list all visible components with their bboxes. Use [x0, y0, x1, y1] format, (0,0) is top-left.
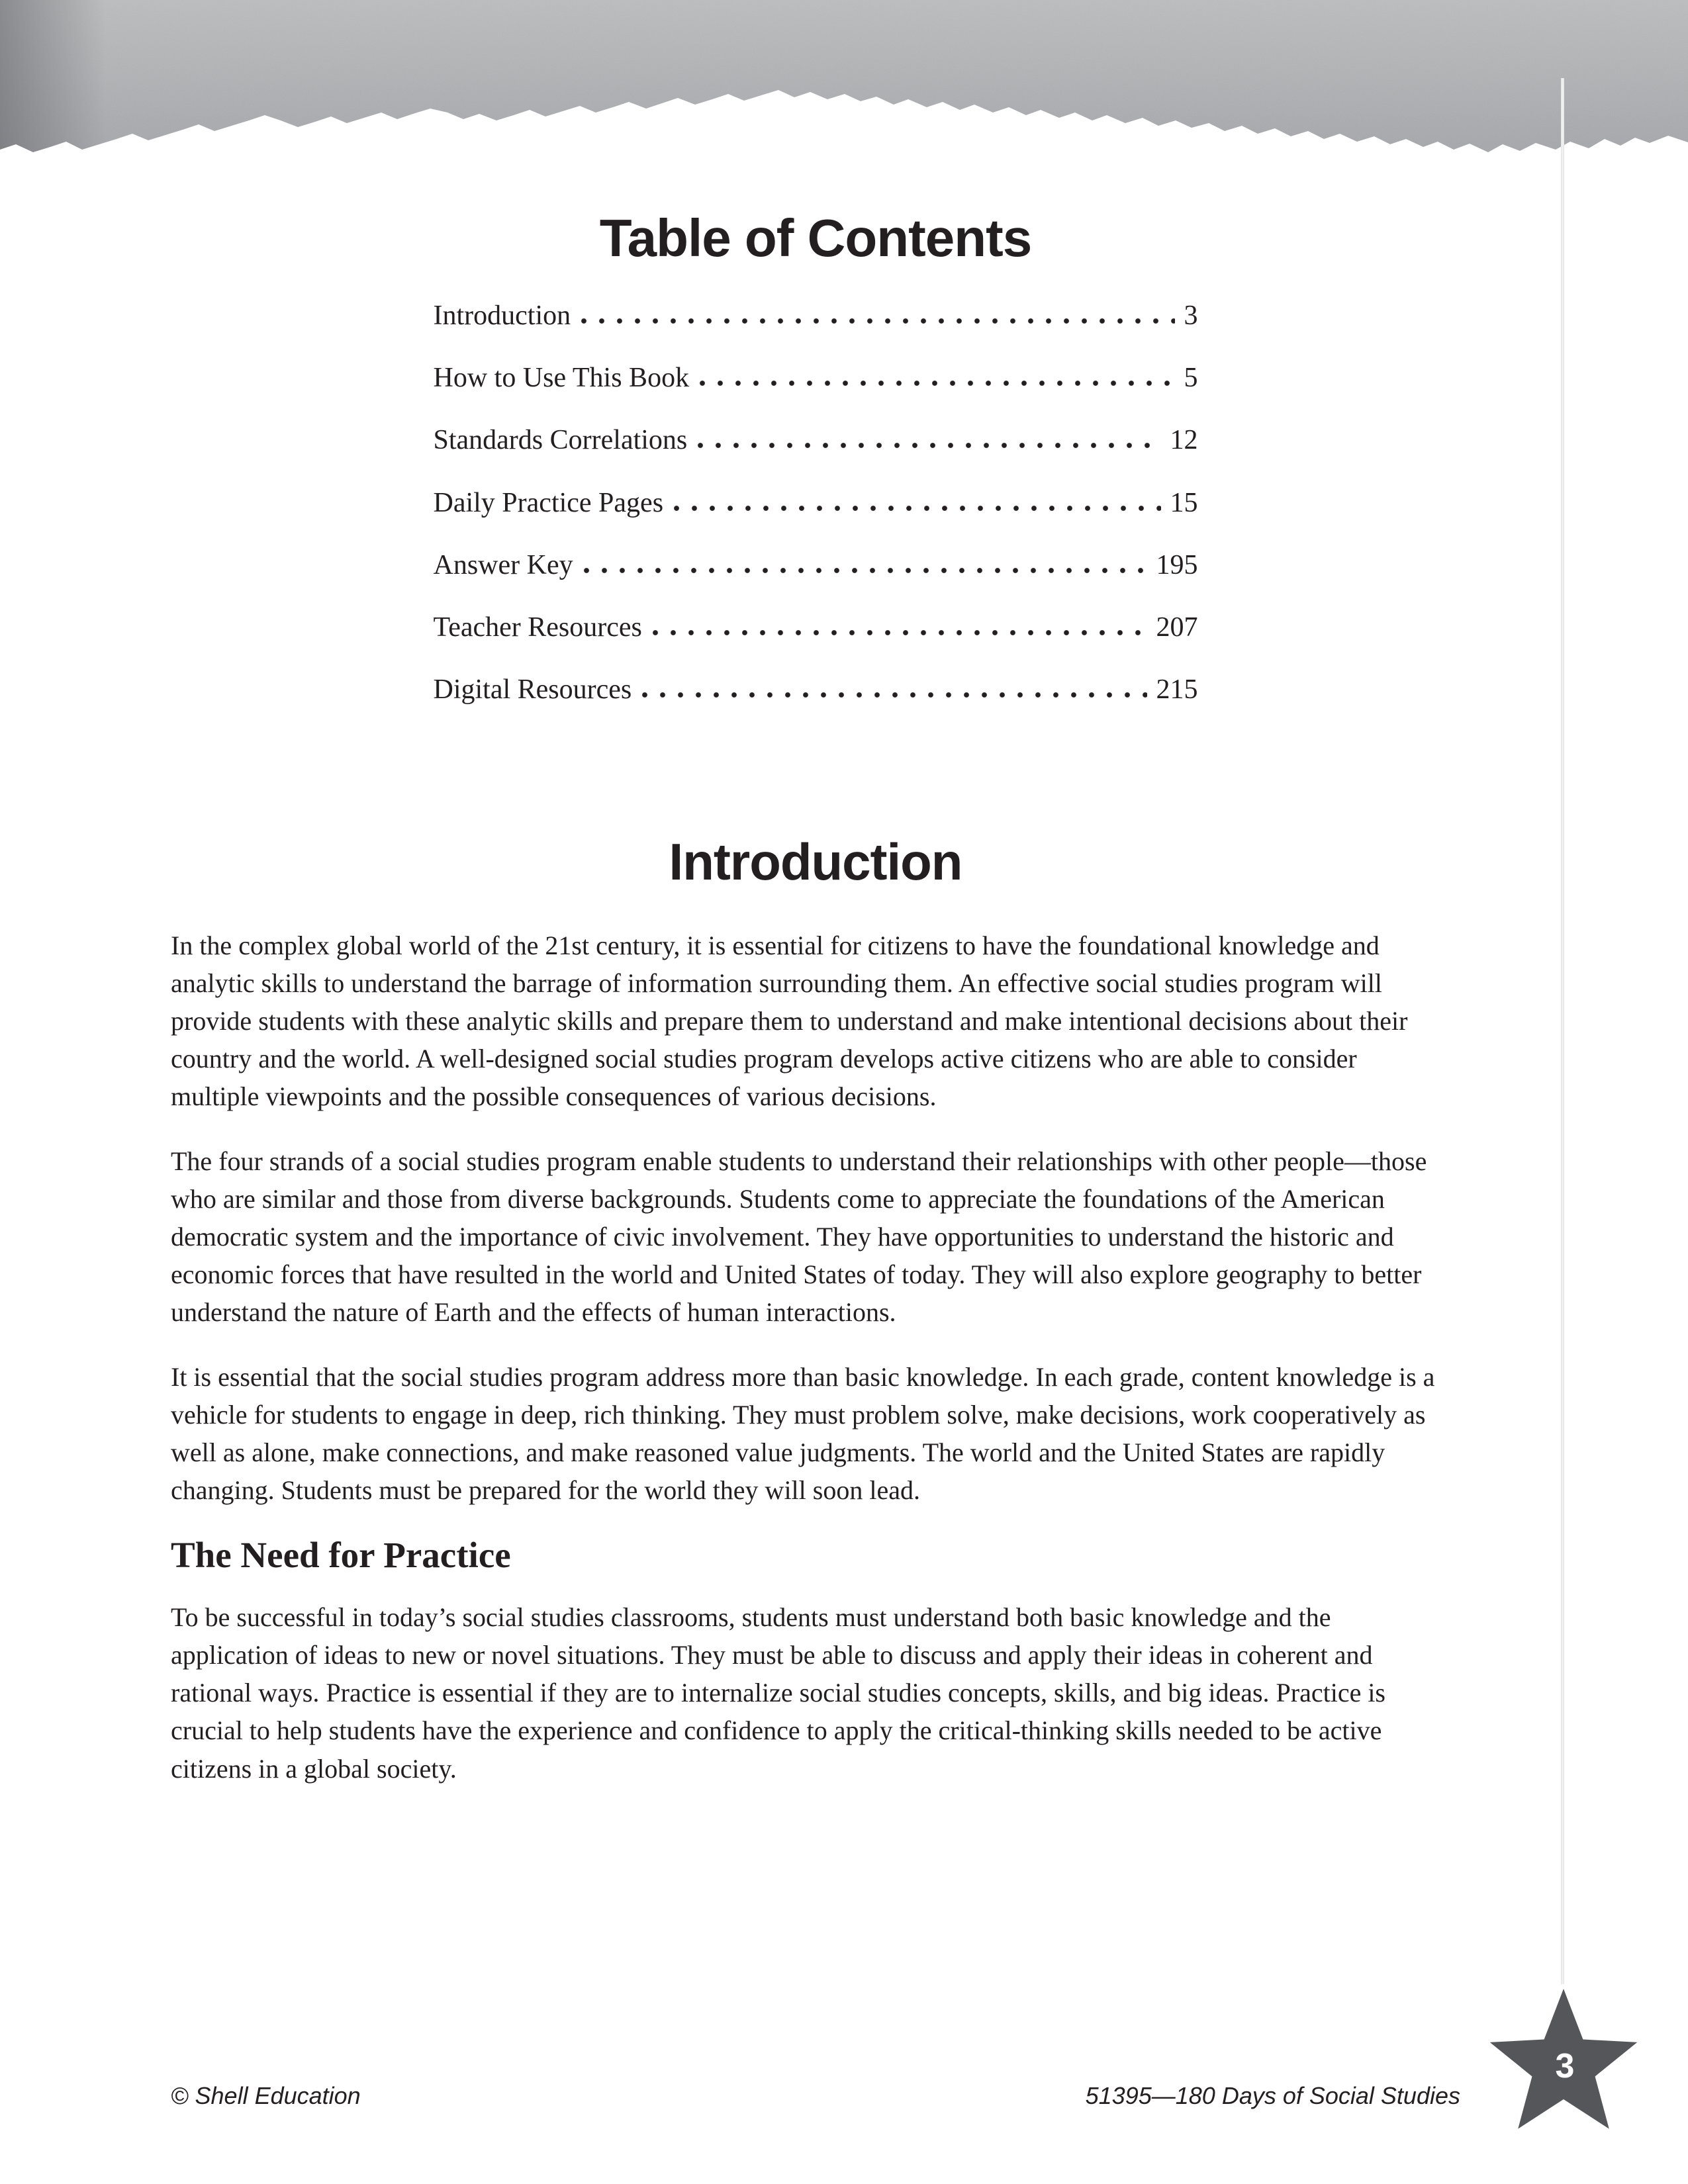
toc-entry [434, 550, 1198, 580]
torn-paper-edge [0, 0, 1688, 172]
paragraph: It is essential that the social studies program address more than basic knowledge. In each grade, content knowledge is a vehicle for students to engage in deep, rich thinking. They must problem solve, make decisions, work cooperatively as well as alone, make connections, and make reasoned value judgments. The world and the United States are rapidly changing. Students must be prepared for the world they will soon lead. [171, 1361, 1435, 1506]
toc-entry-label: Teacher Resources [433, 612, 642, 643]
leader-dots [698, 442, 1160, 449]
copyright-text: © Shell Education [171, 2082, 361, 2109]
star-hang-line [1561, 78, 1564, 1984]
page-number: 3 [1555, 2047, 1575, 2085]
toc-entry [434, 363, 1198, 393]
paragraph: In the complex global world of the 21st century, it is essential for citizens to have the foundational knowledge and analytic skills to understand the barrage of information surrounding them. An effective social studies program will provide students with these analytic skills and prepare them to understand and make intentional decisions about their country and the world. A well-designed social studies program develops active citizens who are able to consider multiple viewpoints and the possible consequences of various decisions. [171, 930, 1408, 1112]
paragraph: The four strands of a social studies program enable students to understand their relationships with other people—those who are similar and those from diverse backgrounds. Students come to appreciate the foundations of the American democratic system and the importance of civic involvement. They have opportunities to understand the historic and economic forces that have resulted in the world and United States of today. They will also explore geography to better understand the nature of Earth and the effects of human interactions. [171, 1146, 1427, 1328]
introduction-paragraphs [171, 927, 1460, 1510]
need-for-practice-title: The Need for Practice [171, 1535, 511, 1576]
toc-entry-label: Answer Key [433, 549, 573, 580]
need-for-practice-paragraphs [171, 1598, 1460, 1788]
leader-dots [584, 567, 1147, 574]
toc-entry [434, 425, 1198, 455]
toc-entry [434, 612, 1198, 643]
toc-entry [434, 300, 1198, 331]
leader-dots [674, 505, 1160, 512]
introduction-section [171, 833, 1460, 1814]
toc-entry-page: 215 [1156, 674, 1198, 705]
leader-dots [581, 318, 1174, 324]
page-footer [171, 2082, 1460, 2110]
toc-entry-page: 207 [1156, 612, 1198, 643]
toc-entry-page: 15 [1170, 487, 1198, 518]
paragraph: To be successful in today’s social studies classrooms, students must understand both basic knowledge and the application of ideas to new or novel situations. They must be able to discuss and apply their ideas in coherent and rational ways. Practice is essential if they are to internalize social studies concepts, skills, and big ideas. Practice is crucial to help students have the experience and confidence to apply the critical-thinking skills needed to be active citizens in a global society. [171, 1602, 1385, 1784]
toc-entry-page: 3 [1184, 300, 1198, 331]
toc-entry-label: Daily Practice Pages [433, 487, 664, 518]
page-number-star [1477, 1980, 1650, 2152]
toc-entry-label: Digital Resources [433, 674, 632, 705]
toc-entry-label: Introduction [433, 300, 571, 331]
introduction-title: Introduction [669, 833, 962, 891]
book-id-text: 51395—180 Days of Social Studies [1085, 2082, 1460, 2109]
toc-title: Table of Contents [599, 208, 1032, 267]
toc-list [434, 300, 1198, 705]
leader-dots [700, 380, 1174, 387]
toc-entry-page: 12 [1170, 425, 1198, 456]
toc-entry-label: How to Use This Book [433, 363, 690, 394]
leader-dots [653, 629, 1147, 636]
table-of-contents [171, 209, 1460, 737]
toc-entry-label: Standards Correlations [433, 425, 688, 456]
toc-entry-page: 5 [1184, 363, 1198, 394]
leader-dots [642, 692, 1147, 698]
toc-entry-page: 195 [1156, 549, 1198, 580]
toc-entry [434, 488, 1198, 518]
toc-entry [434, 674, 1198, 705]
